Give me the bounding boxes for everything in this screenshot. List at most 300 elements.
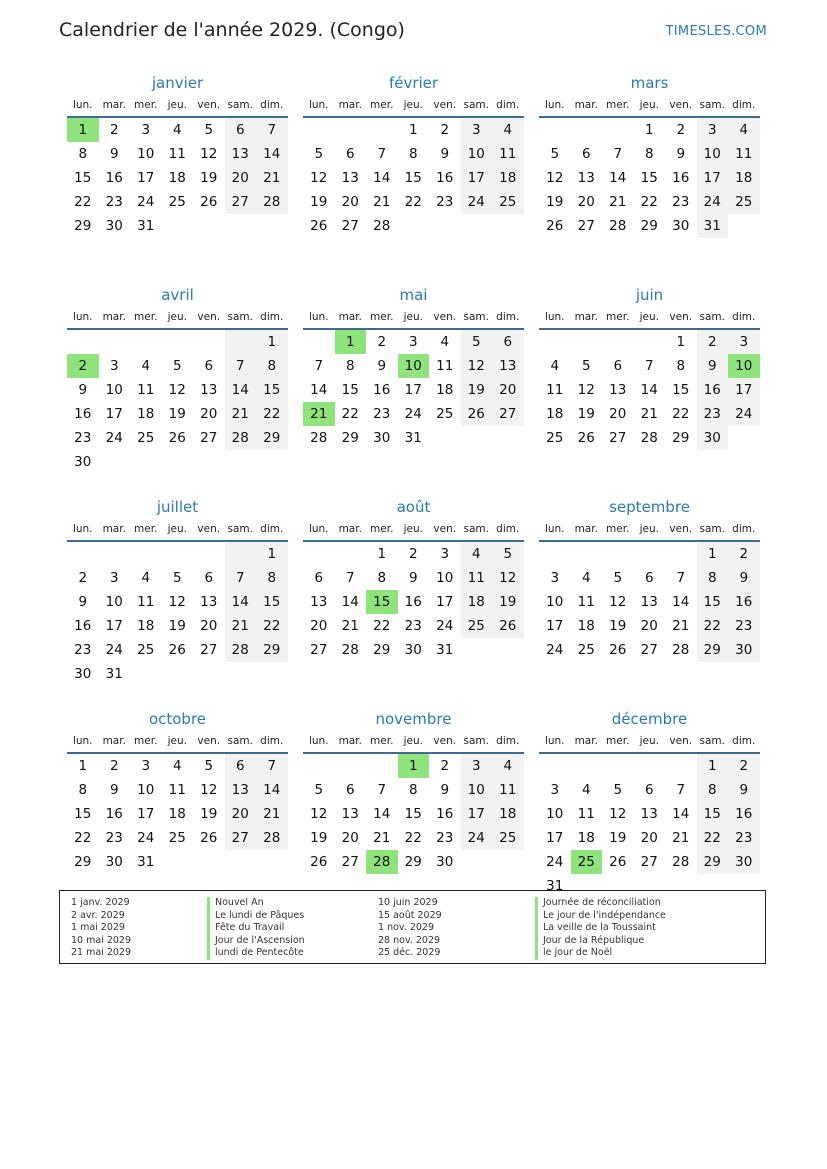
day-cell[interactable]: 5 <box>204 758 214 774</box>
day-cell[interactable]: 19 <box>200 806 218 822</box>
day-cell[interactable]: 25 <box>436 406 454 422</box>
day-cell[interactable]: 23 <box>436 830 454 846</box>
day-cell[interactable]: 23 <box>404 618 422 634</box>
day-cell[interactable]: 31 <box>137 218 155 234</box>
day-cell[interactable]: 4 <box>440 334 450 350</box>
day-cell[interactable]: 14 <box>341 594 359 610</box>
day-cell[interactable]: 23 <box>436 194 454 210</box>
day-cell[interactable]: 17 <box>137 170 155 186</box>
day-cell[interactable]: 23 <box>672 194 690 210</box>
day-cell[interactable]: 5 <box>314 782 324 798</box>
day-cell[interactable]: 3 <box>109 358 119 374</box>
day-cell[interactable]: 11 <box>728 142 760 166</box>
day-cell[interactable]: 28 <box>672 642 690 658</box>
day-cell[interactable]: 20 <box>225 166 257 190</box>
day-cell[interactable]: 27 <box>577 218 595 234</box>
day-cell[interactable]: 6 <box>613 358 623 374</box>
day-cell[interactable]: 11 <box>137 382 155 398</box>
day-cell[interactable]: 23 <box>373 406 391 422</box>
day-cell[interactable]: 11 <box>492 778 524 802</box>
day-cell[interactable]: 28 <box>256 826 288 850</box>
day-cell[interactable]: 21 <box>373 830 391 846</box>
day-cell[interactable]: 16 <box>728 802 760 826</box>
day-cell[interactable]: 29 <box>256 638 288 662</box>
day-cell[interactable]: 14 <box>373 806 391 822</box>
day-cell[interactable]: 6 <box>644 570 654 586</box>
day-cell[interactable]: 27 <box>492 402 524 426</box>
day-cell[interactable]: 28 <box>341 642 359 658</box>
day-cell[interactable]: 21 <box>256 166 288 190</box>
day-cell[interactable]: 14 <box>373 170 391 186</box>
day-cell[interactable]: 18 <box>577 830 595 846</box>
day-cell[interactable]: 30 <box>728 638 760 662</box>
day-cell[interactable]: 31 <box>404 430 422 446</box>
day-cell[interactable]: 14 <box>609 170 627 186</box>
day-cell[interactable]: 26 <box>200 830 218 846</box>
day-cell[interactable]: 12 <box>609 594 627 610</box>
day-cell[interactable]: 20 <box>310 618 328 634</box>
day-cell[interactable]: 17 <box>546 618 564 634</box>
day-cell[interactable]: 1 <box>676 334 686 350</box>
day-cell[interactable]: 4 <box>461 542 493 566</box>
day-cell[interactable]: 8 <box>256 354 288 378</box>
day-cell[interactable]: 16 <box>728 590 760 614</box>
day-cell[interactable]: 24 <box>546 854 564 870</box>
day-cell[interactable]: 2 <box>676 122 686 138</box>
day-cell[interactable]: 6 <box>314 570 324 586</box>
day-cell[interactable]: 13 <box>640 594 658 610</box>
day-cell[interactable]: 5 <box>550 146 560 162</box>
day-cell[interactable]: 13 <box>577 170 595 186</box>
day-cell[interactable]: 1 <box>256 330 288 354</box>
day-cell[interactable]: 24 <box>404 406 422 422</box>
day-cell[interactable]: 21 <box>225 614 257 638</box>
day-cell[interactable]: 7 <box>256 754 288 778</box>
day-cell[interactable]: 16 <box>105 170 123 186</box>
day-cell[interactable]: 2 <box>109 758 119 774</box>
day-cell[interactable]: 9 <box>728 778 760 802</box>
day-cell[interactable]: 16 <box>436 806 454 822</box>
day-cell[interactable]: 29 <box>74 854 92 870</box>
day-cell[interactable]: 28 <box>256 190 288 214</box>
day-cell[interactable]: 22 <box>697 826 729 850</box>
day-cell[interactable]: 5 <box>581 358 591 374</box>
day-cell[interactable]: 13 <box>225 778 257 802</box>
day-cell[interactable]: 8 <box>408 782 418 798</box>
day-cell[interactable]: 8 <box>256 566 288 590</box>
day-cell[interactable]: 21 <box>672 830 690 846</box>
day-cell[interactable]: 19 <box>310 830 328 846</box>
day-cell[interactable]: 20 <box>640 618 658 634</box>
day-cell[interactable]: 23 <box>74 430 92 446</box>
day-cell[interactable]: 24 <box>105 642 123 658</box>
day-cell[interactable]: 10 <box>105 382 123 398</box>
day-cell[interactable]: 22 <box>74 194 92 210</box>
day-cell[interactable]: 24 <box>105 430 123 446</box>
day-cell[interactable]: 25 <box>577 642 595 658</box>
day-cell[interactable]: 25 <box>461 614 493 638</box>
day-cell[interactable]: 30 <box>74 666 92 682</box>
day-cell[interactable]: 8 <box>697 778 729 802</box>
day-cell[interactable]: 9 <box>109 146 119 162</box>
day-cell[interactable]: 3 <box>141 758 151 774</box>
day-cell[interactable]: 28 <box>310 430 328 446</box>
day-cell[interactable]: 24 <box>461 826 493 850</box>
day-cell[interactable]: 22 <box>404 830 422 846</box>
day-cell[interactable]: 7 <box>377 146 387 162</box>
day-cell[interactable]: 10 <box>105 594 123 610</box>
day-cell[interactable]: 17 <box>697 166 729 190</box>
day-cell[interactable]: 3 <box>109 570 119 586</box>
day-cell[interactable]: 5 <box>613 570 623 586</box>
day-cell[interactable]: 1 <box>408 122 418 138</box>
day-cell[interactable]: 21 <box>341 618 359 634</box>
day-cell[interactable]: 10 <box>461 778 493 802</box>
day-cell[interactable]: 15 <box>256 590 288 614</box>
day-cell[interactable]: 24 <box>461 190 493 214</box>
day-cell[interactable]: 7 <box>225 566 257 590</box>
day-cell[interactable]: 4 <box>550 358 560 374</box>
day-cell[interactable]: 27 <box>310 642 328 658</box>
day-cell[interactable]: 18 <box>168 170 186 186</box>
day-cell[interactable]: 4 <box>141 358 151 374</box>
day-cell[interactable]: 22 <box>74 830 92 846</box>
day-cell[interactable]: 14 <box>256 142 288 166</box>
day-cell[interactable]: 5 <box>172 358 182 374</box>
day-cell[interactable]: 11 <box>137 594 155 610</box>
day-cell[interactable]: 29 <box>373 642 391 658</box>
day-cell[interactable]: 10 <box>546 594 564 610</box>
day-cell[interactable]: 18 <box>492 166 524 190</box>
day-cell[interactable]: 12 <box>200 146 218 162</box>
day-cell[interactable]: 10 <box>546 806 564 822</box>
day-cell[interactable]: 8 <box>78 782 88 798</box>
day-cell[interactable]: 3 <box>461 754 493 778</box>
day-cell[interactable]: 26 <box>609 854 627 870</box>
day-cell[interactable]: 25 <box>168 194 186 210</box>
day-cell[interactable]: 11 <box>577 594 595 610</box>
day-cell[interactable]: 19 <box>310 194 328 210</box>
day-cell[interactable]: 16 <box>105 806 123 822</box>
day-cell[interactable]: 29 <box>256 426 288 450</box>
day-cell[interactable]: 11 <box>461 566 493 590</box>
day-cell[interactable]: 29 <box>341 430 359 446</box>
day-cell[interactable]: 2 <box>78 570 88 586</box>
day-cell[interactable]: 7 <box>676 782 686 798</box>
day-cell[interactable]: 28 <box>225 426 257 450</box>
day-cell[interactable]: 25 <box>728 190 760 214</box>
day-cell[interactable]: 3 <box>141 122 151 138</box>
day-cell[interactable]: 4 <box>172 758 182 774</box>
day-cell[interactable]: 27 <box>341 218 359 234</box>
day-cell[interactable]: 22 <box>640 194 658 210</box>
day-cell[interactable]: 22 <box>404 194 422 210</box>
day-cell[interactable]: 1 <box>697 542 729 566</box>
day-cell[interactable]: 18 <box>492 802 524 826</box>
day-cell[interactable]: 17 <box>105 618 123 634</box>
day-cell[interactable]: 16 <box>436 170 454 186</box>
day-cell[interactable]: 18 <box>436 382 454 398</box>
day-cell[interactable]: 8 <box>697 566 729 590</box>
day-cell[interactable]: 19 <box>609 618 627 634</box>
day-cell[interactable]: 18 <box>728 166 760 190</box>
day-cell[interactable]: 3 <box>550 570 560 586</box>
day-cell[interactable]: 11 <box>492 142 524 166</box>
day-cell[interactable]: 25 <box>492 826 524 850</box>
day-cell[interactable]: 14 <box>640 382 658 398</box>
day-cell[interactable]: 13 <box>492 354 524 378</box>
day-cell[interactable]: 19 <box>461 378 493 402</box>
day-cell[interactable]: 2 <box>728 754 760 778</box>
day-cell[interactable]: 31 <box>546 878 564 894</box>
day-cell[interactable]: 12 <box>609 806 627 822</box>
day-cell[interactable]: 26 <box>577 430 595 446</box>
day-cell[interactable]: 14 <box>225 590 257 614</box>
day-cell[interactable]: 31 <box>105 666 123 682</box>
day-cell[interactable]: 31 <box>137 854 155 870</box>
day-cell[interactable]: 6 <box>581 146 591 162</box>
day-cell[interactable]: 6 <box>204 570 214 586</box>
day-cell[interactable]: 6 <box>204 358 214 374</box>
day-cell[interactable]: 10 <box>398 354 430 378</box>
day-cell[interactable]: 16 <box>74 618 92 634</box>
day-cell[interactable]: 1 <box>67 118 99 142</box>
day-cell[interactable]: 30 <box>436 854 454 870</box>
day-cell[interactable]: 15 <box>640 170 658 186</box>
day-cell[interactable]: 24 <box>137 830 155 846</box>
day-cell[interactable]: 18 <box>168 806 186 822</box>
day-cell[interactable]: 7 <box>256 118 288 142</box>
day-cell[interactable]: 24 <box>546 642 564 658</box>
day-cell[interactable]: 13 <box>609 382 627 398</box>
day-cell[interactable]: 26 <box>546 218 564 234</box>
day-cell[interactable]: 14 <box>256 778 288 802</box>
day-cell[interactable]: 4 <box>581 570 591 586</box>
day-cell[interactable]: 9 <box>109 782 119 798</box>
day-cell[interactable]: 5 <box>492 542 524 566</box>
day-cell[interactable]: 4 <box>581 782 591 798</box>
day-cell[interactable]: 11 <box>168 146 186 162</box>
day-cell[interactable]: 21 <box>303 402 335 426</box>
day-cell[interactable]: 17 <box>137 806 155 822</box>
day-cell[interactable]: 28 <box>640 430 658 446</box>
day-cell[interactable]: 12 <box>492 566 524 590</box>
day-cell[interactable]: 13 <box>200 594 218 610</box>
day-cell[interactable]: 14 <box>225 378 257 402</box>
day-cell[interactable]: 15 <box>256 378 288 402</box>
day-cell[interactable]: 27 <box>200 642 218 658</box>
day-cell[interactable]: 23 <box>728 826 760 850</box>
day-cell[interactable]: 4 <box>492 754 524 778</box>
day-cell[interactable]: 13 <box>341 806 359 822</box>
day-cell[interactable]: 6 <box>345 146 355 162</box>
day-cell[interactable]: 21 <box>609 194 627 210</box>
day-cell[interactable]: 20 <box>341 830 359 846</box>
day-cell[interactable]: 6 <box>345 782 355 798</box>
day-cell[interactable]: 4 <box>141 570 151 586</box>
day-cell[interactable]: 27 <box>609 430 627 446</box>
day-cell[interactable]: 21 <box>225 402 257 426</box>
day-cell[interactable]: 18 <box>577 618 595 634</box>
day-cell[interactable]: 6 <box>492 330 524 354</box>
day-cell[interactable]: 25 <box>546 430 564 446</box>
day-cell[interactable]: 29 <box>697 638 729 662</box>
day-cell[interactable]: 6 <box>225 118 257 142</box>
day-cell[interactable]: 15 <box>404 170 422 186</box>
day-cell[interactable]: 19 <box>577 406 595 422</box>
day-cell[interactable]: 12 <box>168 594 186 610</box>
day-cell[interactable]: 8 <box>644 146 654 162</box>
day-cell[interactable]: 15 <box>74 170 92 186</box>
day-cell[interactable]: 22 <box>672 406 690 422</box>
day-cell[interactable]: 7 <box>613 146 623 162</box>
day-cell[interactable]: 27 <box>640 642 658 658</box>
day-cell[interactable]: 8 <box>676 358 686 374</box>
day-cell[interactable]: 17 <box>105 406 123 422</box>
day-cell[interactable]: 15 <box>366 590 398 614</box>
day-cell[interactable]: 13 <box>310 594 328 610</box>
day-cell[interactable]: 21 <box>672 618 690 634</box>
day-cell[interactable]: 1 <box>644 122 654 138</box>
day-cell[interactable]: 8 <box>377 570 387 586</box>
day-cell[interactable]: 29 <box>404 854 422 870</box>
day-cell[interactable]: 28 <box>672 854 690 870</box>
day-cell[interactable]: 10 <box>137 782 155 798</box>
day-cell[interactable]: 17 <box>546 830 564 846</box>
day-cell[interactable]: 30 <box>728 850 760 874</box>
day-cell[interactable]: 15 <box>404 806 422 822</box>
day-cell[interactable]: 29 <box>697 850 729 874</box>
day-cell[interactable]: 1 <box>78 758 88 774</box>
day-cell[interactable]: 10 <box>461 142 493 166</box>
day-cell[interactable]: 1 <box>335 330 367 354</box>
day-cell[interactable]: 28 <box>366 850 398 874</box>
day-cell[interactable]: 17 <box>404 382 422 398</box>
day-cell[interactable]: 7 <box>345 570 355 586</box>
day-cell[interactable]: 5 <box>314 146 324 162</box>
day-cell[interactable]: 25 <box>137 642 155 658</box>
day-cell[interactable]: 2 <box>697 330 729 354</box>
day-cell[interactable]: 28 <box>609 218 627 234</box>
day-cell[interactable]: 3 <box>728 330 760 354</box>
day-cell[interactable]: 11 <box>577 806 595 822</box>
day-cell[interactable]: 12 <box>546 170 564 186</box>
day-cell[interactable]: 24 <box>436 618 454 634</box>
day-cell[interactable]: 17 <box>461 166 493 190</box>
day-cell[interactable]: 24 <box>697 190 729 214</box>
day-cell[interactable]: 7 <box>377 782 387 798</box>
day-cell[interactable]: 9 <box>440 782 450 798</box>
day-cell[interactable]: 17 <box>461 802 493 826</box>
day-cell[interactable]: 30 <box>74 454 92 470</box>
day-cell[interactable]: 14 <box>672 594 690 610</box>
day-cell[interactable]: 19 <box>168 618 186 634</box>
day-cell[interactable]: 4 <box>172 122 182 138</box>
day-cell[interactable]: 1 <box>377 546 387 562</box>
day-cell[interactable]: 25 <box>492 190 524 214</box>
day-cell[interactable]: 5 <box>461 330 493 354</box>
day-cell[interactable]: 12 <box>461 354 493 378</box>
day-cell[interactable]: 11 <box>436 358 454 374</box>
day-cell[interactable]: 15 <box>697 802 729 826</box>
day-cell[interactable]: 20 <box>341 194 359 210</box>
day-cell[interactable]: 28 <box>373 218 391 234</box>
day-cell[interactable]: 8 <box>408 146 418 162</box>
day-cell[interactable]: 13 <box>640 806 658 822</box>
day-cell[interactable]: 3 <box>461 118 493 142</box>
day-cell[interactable]: 9 <box>440 146 450 162</box>
day-cell[interactable]: 3 <box>408 334 418 350</box>
day-cell[interactable]: 2 <box>67 354 99 378</box>
day-cell[interactable]: 26 <box>310 218 328 234</box>
day-cell[interactable]: 4 <box>728 118 760 142</box>
day-cell[interactable]: 22 <box>256 402 288 426</box>
day-cell[interactable]: 20 <box>225 802 257 826</box>
day-cell[interactable]: 3 <box>440 546 450 562</box>
day-cell[interactable]: 19 <box>546 194 564 210</box>
day-cell[interactable]: 11 <box>168 782 186 798</box>
day-cell[interactable]: 23 <box>105 830 123 846</box>
day-cell[interactable]: 26 <box>461 402 493 426</box>
day-cell[interactable]: 26 <box>168 642 186 658</box>
day-cell[interactable]: 22 <box>373 618 391 634</box>
day-cell[interactable]: 19 <box>200 170 218 186</box>
day-cell[interactable]: 9 <box>697 354 729 378</box>
day-cell[interactable]: 18 <box>461 590 493 614</box>
day-cell[interactable]: 10 <box>436 570 454 586</box>
day-cell[interactable]: 22 <box>341 406 359 422</box>
day-cell[interactable]: 9 <box>408 570 418 586</box>
day-cell[interactable]: 22 <box>697 614 729 638</box>
day-cell[interactable]: 30 <box>672 218 690 234</box>
day-cell[interactable]: 23 <box>74 642 92 658</box>
day-cell[interactable]: 10 <box>137 146 155 162</box>
day-cell[interactable]: 6 <box>644 782 654 798</box>
day-cell[interactable]: 9 <box>78 594 88 610</box>
day-cell[interactable]: 25 <box>571 850 603 874</box>
day-cell[interactable]: 16 <box>373 382 391 398</box>
day-cell[interactable]: 6 <box>225 754 257 778</box>
day-cell[interactable]: 26 <box>200 194 218 210</box>
day-cell[interactable]: 27 <box>640 854 658 870</box>
day-cell[interactable]: 17 <box>728 378 760 402</box>
day-cell[interactable]: 16 <box>697 378 729 402</box>
day-cell[interactable]: 20 <box>609 406 627 422</box>
day-cell[interactable]: 28 <box>225 638 257 662</box>
day-cell[interactable]: 19 <box>609 830 627 846</box>
day-cell[interactable]: 25 <box>168 830 186 846</box>
day-cell[interactable]: 18 <box>546 406 564 422</box>
day-cell[interactable]: 7 <box>644 358 654 374</box>
day-cell[interactable]: 25 <box>137 430 155 446</box>
day-cell[interactable]: 21 <box>256 802 288 826</box>
day-cell[interactable]: 19 <box>168 406 186 422</box>
day-cell[interactable]: 27 <box>225 826 257 850</box>
day-cell[interactable]: 15 <box>341 382 359 398</box>
day-cell[interactable]: 9 <box>377 358 387 374</box>
day-cell[interactable]: 8 <box>78 146 88 162</box>
site-link[interactable]: TIMESLES.COM <box>665 24 767 39</box>
day-cell[interactable]: 8 <box>345 358 355 374</box>
day-cell[interactable]: 12 <box>310 170 328 186</box>
day-cell[interactable]: 12 <box>310 806 328 822</box>
day-cell[interactable]: 13 <box>341 170 359 186</box>
day-cell[interactable]: 9 <box>78 382 88 398</box>
day-cell[interactable]: 9 <box>676 146 686 162</box>
day-cell[interactable]: 15 <box>74 806 92 822</box>
day-cell[interactable]: 27 <box>341 854 359 870</box>
day-cell[interactable]: 18 <box>137 618 155 634</box>
